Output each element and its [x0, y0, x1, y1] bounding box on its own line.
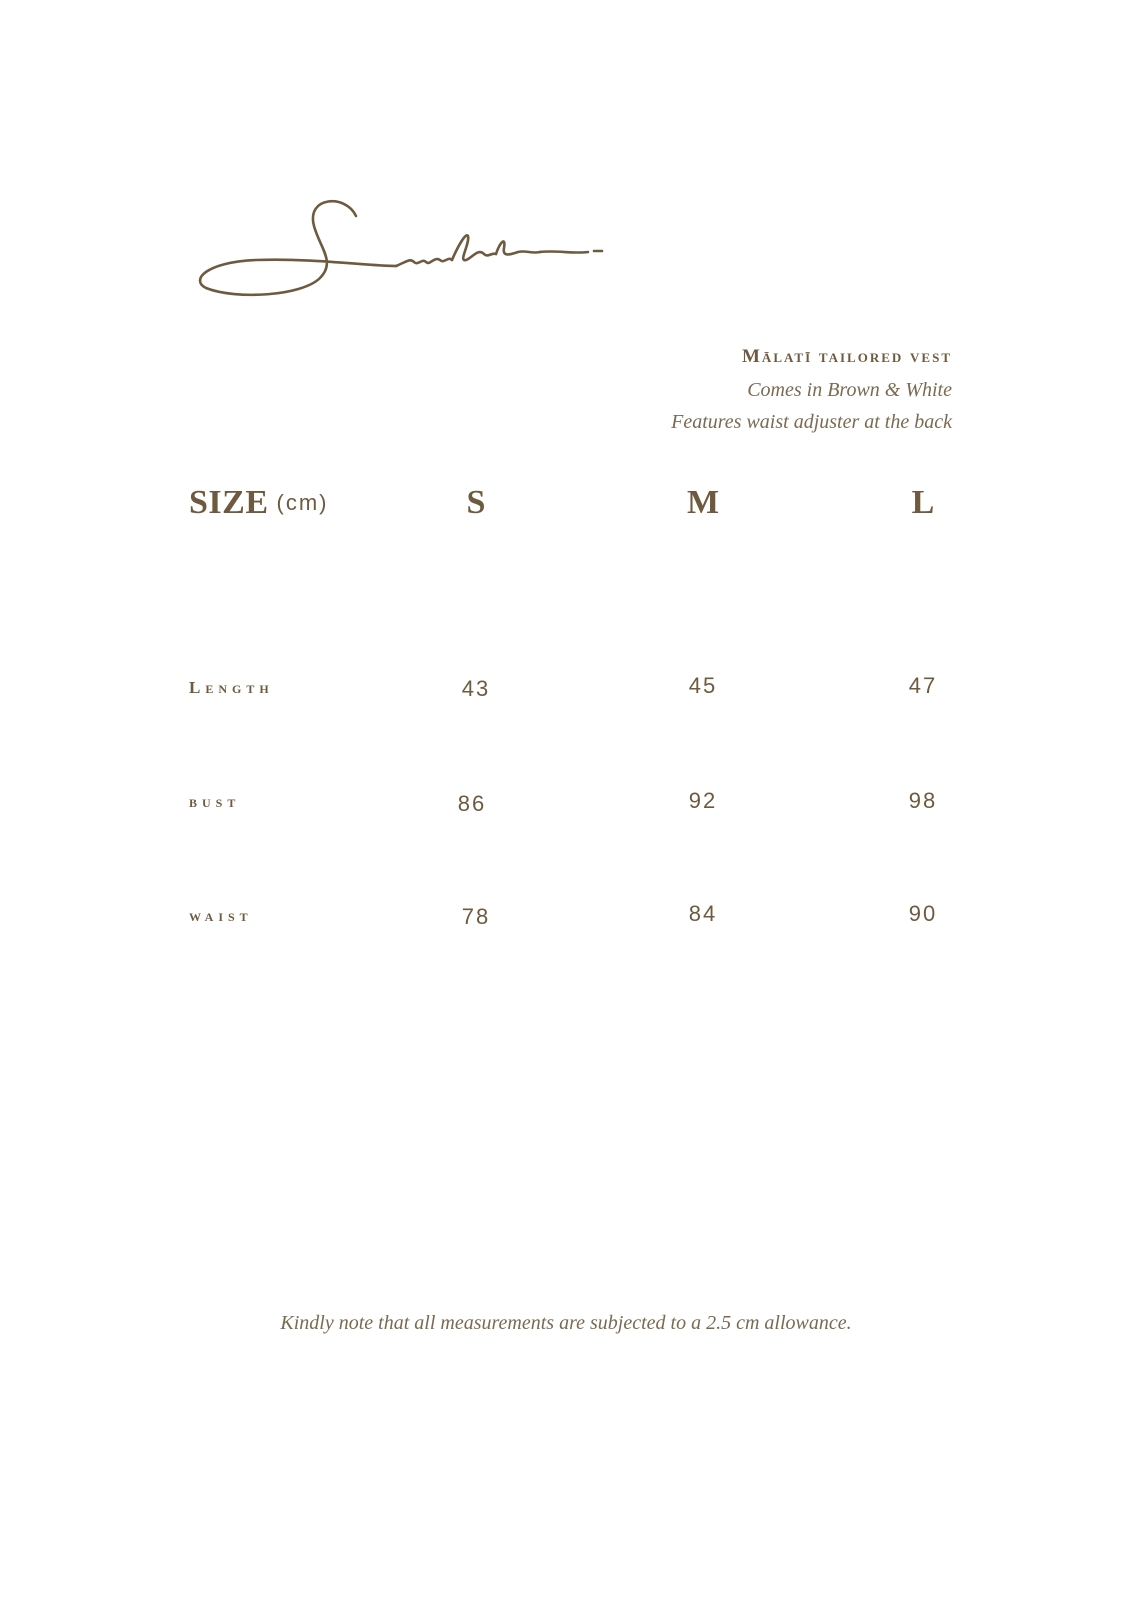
column-header-s: S: [466, 484, 486, 521]
product-colors: Comes in Brown & White: [747, 379, 952, 401]
row-label-length: Length: [189, 678, 274, 697]
brand-signature-logo: [196, 196, 606, 308]
size-label: SIZE: [189, 484, 269, 521]
cell-length-m: 45: [688, 673, 718, 698]
unit-label: (cm): [276, 490, 329, 515]
cell-waist-s: 78: [461, 904, 491, 929]
size-header: [189, 484, 328, 522]
allowance-note: Kindly note that all measurements are subjected to a 2.5 cm allowance.: [280, 1312, 852, 1334]
cell-waist-l: 90: [908, 901, 938, 926]
cell-waist-m: 84: [688, 901, 718, 926]
cell-bust-s: 86: [457, 791, 487, 816]
product-info: [671, 346, 952, 438]
cell-bust-l: 98: [908, 788, 938, 813]
cell-bust-m: 92: [688, 788, 718, 813]
row-label-bust: bust: [189, 792, 241, 811]
column-header-m: M: [686, 484, 720, 521]
cell-length-l: 47: [908, 673, 938, 698]
column-header-l: L: [911, 484, 935, 521]
product-name: Mālatī tailored vest: [742, 346, 952, 367]
row-label-waist: waist: [189, 906, 253, 925]
cell-length-s: 43: [461, 676, 491, 701]
product-feature: Features waist adjuster at the back: [671, 411, 952, 433]
